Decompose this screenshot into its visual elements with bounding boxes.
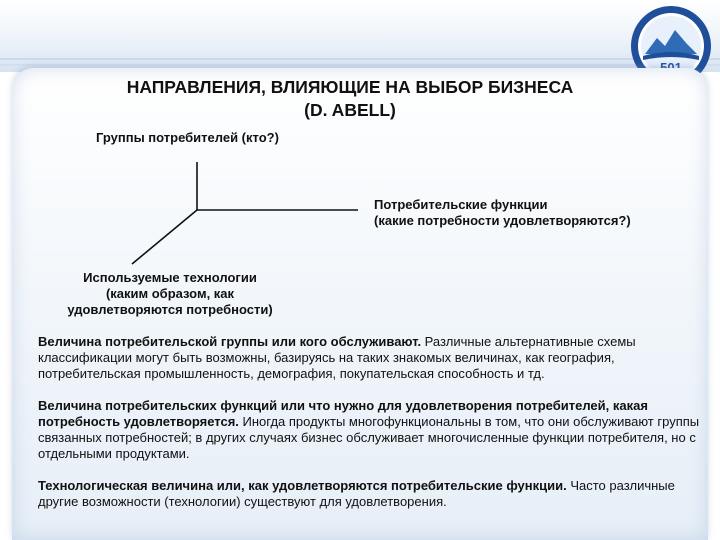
- paragraph-2-heading: Величина потребительских функций или что нужно для удовлетворения потребителей, какая потребность удовлетворяется.: [38, 398, 648, 429]
- paragraph-3-heading: Технологическая величина или, как удовлетворяются потребительские функции.: [38, 478, 567, 493]
- paragraph-customer-groups: [38, 334, 706, 382]
- paragraph-customer-functions: [38, 398, 706, 462]
- paragraph-technologies: [38, 478, 706, 510]
- axis-technologies-line: [132, 210, 197, 264]
- paragraph-3-text: Часто различные другие возможности (технологии) существуют для удовлетворения.: [38, 478, 675, 509]
- axis-functions-line-2: (какие потребности удовлетворяются?): [374, 213, 631, 228]
- axis-functions-label: [374, 197, 631, 229]
- paragraph-1-heading: Величина потребительской группы или кого обслуживают.: [38, 334, 422, 349]
- title-line-1: НАПРАВЛЕНИЯ, ВЛИЯЮЩИЕ НА ВЫБОР БИЗНЕСА: [126, 77, 574, 97]
- axis-tech-line-2: (каким образом, как: [105, 286, 235, 301]
- axis-customers-label: Группы потребителей (кто?): [96, 130, 279, 145]
- axis-technologies-label: [40, 270, 300, 318]
- paragraph-2-text: Иногда продукты многофункциональны в том, что они обслуживают группы связанных потребностей; в других случаях бизнес обслуживает многочисленные функции потребителя, но с отдельными продуктами.: [38, 414, 700, 461]
- paragraph-1-text: Различные альтернативные схемы классификации могут быть возможны, базируясь на таких знакомых величинах, как география, потребительская промышленность, демография, покупательская способность и тд.: [38, 334, 636, 381]
- title-line-2: (D. ABELL): [304, 100, 396, 120]
- axis-tech-line-1: Используемые технологии: [83, 270, 257, 285]
- axis-tech-line-3: удовлетворяются потребности): [67, 302, 273, 317]
- axis-functions-line-1: Потребительские функции: [374, 197, 548, 212]
